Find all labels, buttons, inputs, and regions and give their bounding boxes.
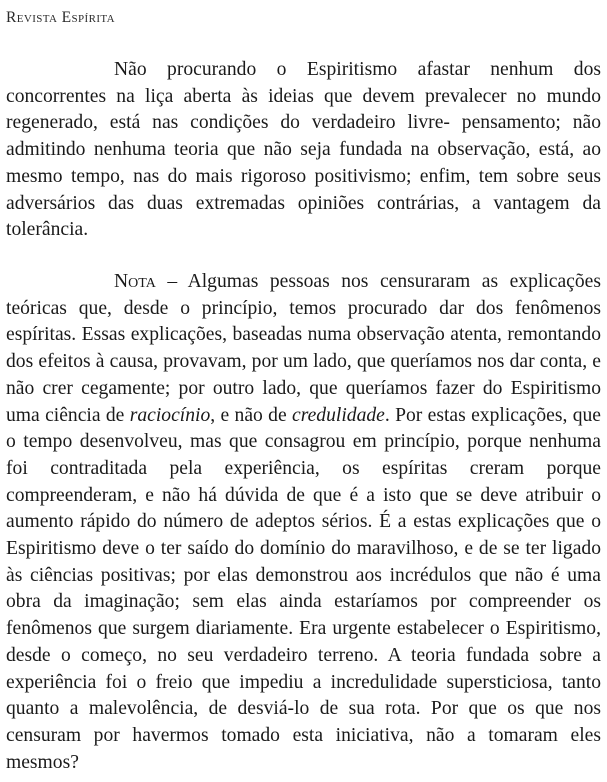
running-header: Revista Espírita bbox=[6, 9, 115, 26]
note-label: Nota bbox=[114, 271, 156, 292]
paragraph-1: Não procurando o Espiritismo afastar nenhum dos concorrentes na liça aberta às ideias que devem prevalecer no mundo regenerado, está nas condições do verdadeiro livre- pensamento; não admitindo nenhuma teoria que não seja fundada na observação, está, ao mesmo tempo, nas do mais rigoroso positivismo; enfim, tem sobre seus adversários das duas extremadas opiniões contrárias, a vantagem da tolerância. bbox=[6, 59, 601, 241]
paragraph-2-text-a: – Algumas pessoas nos censuraram as explicações teóricas que, desde o princípio, temos procurado dar dos fenômenos espíritas. Essas explicações, baseadas numa observação atenta, remontando dos efeitos à causa, provavam, por um lado, que queríamos nos dar conta, e não crer cegamente; por outro lado, que queríamos fazer do Espiritismo uma ciência de bbox=[6, 271, 601, 426]
italic-term-raciocinio: raciocínio bbox=[129, 404, 211, 426]
italic-term-credulidade: credulidade bbox=[292, 404, 385, 426]
paragraph-2-text-c: . Por estas explicações, que o tempo desenvolveu, mas que consagrou em princípio, porque nenhuma foi contraditada pela experiência, os espíritas creram porque compreenderam, e não há dúvida de que é a isto que se deve atribuir o aumento rápido do número de adeptos sérios. É a estas explicações que o Espiritismo deve o ter saído do domínio do maravilhoso, e de se ter ligado às ciências positivas; por elas demonstrou aos incrédulos que não é uma obra da imaginação; sem elas ainda estaríamos por compreender os fenômenos que surgem diariamente. Era urgente estabelecer o Espiritismo, desde o começo, no seu verdadeiro terreno. A teoria fundada sobre a experiência foi o freio que impediu a incredulidade supersticiosa, tanto quanto a malevolência, de desviá-lo de sua rota. Por que os que nos censuram por havermos tomado esta iniciativa, não a tomaram eles mesmos? bbox=[6, 404, 601, 773]
paragraph-2-text-b: , e não de bbox=[210, 404, 292, 426]
paragraph-2 bbox=[6, 269, 601, 776]
